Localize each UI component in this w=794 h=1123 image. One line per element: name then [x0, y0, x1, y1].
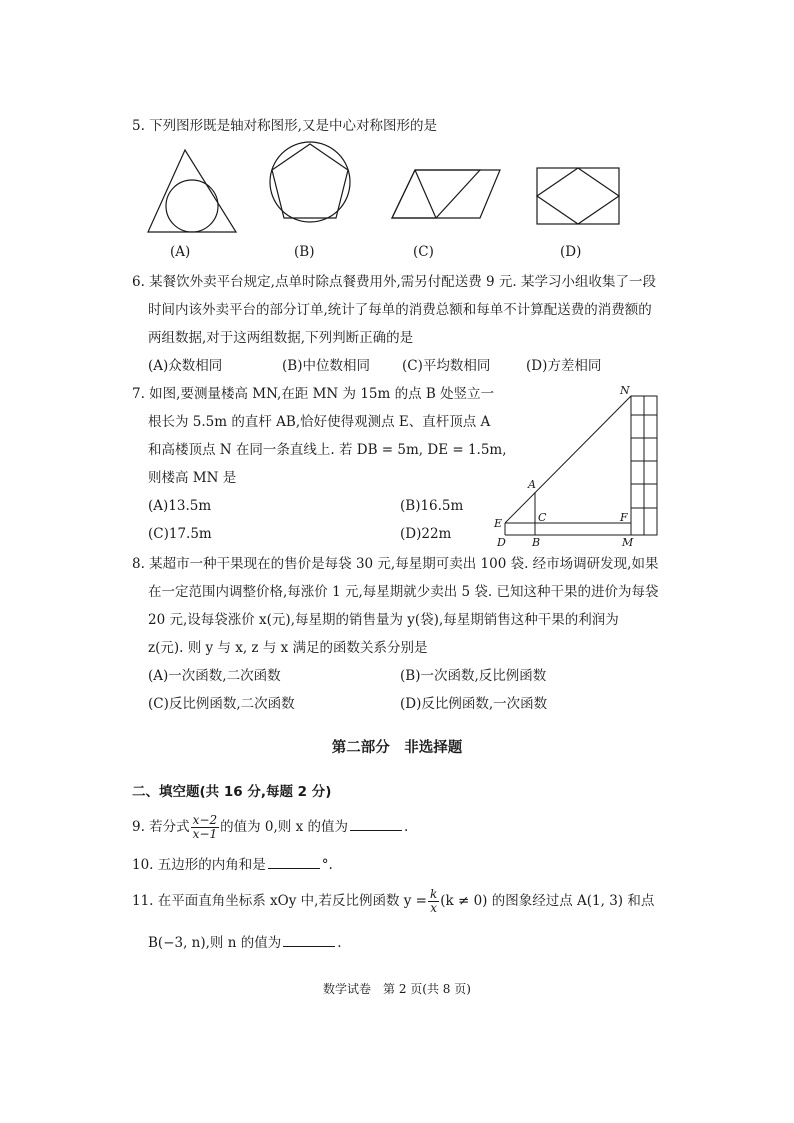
q8-option-c: (C)反比例函数,二次函数 — [148, 696, 295, 712]
q7-line: 根长为 5.5m 的直杆 AB,恰好使得观测点 E、直杆顶点 A — [148, 414, 491, 430]
q8-line: 8. 某超市一种干果现在的售价是每袋 30 元,每星期可卖出 100 袋. 经市场调研发现,如果 — [132, 556, 659, 572]
q9-prefix: 9. 若分式 — [132, 819, 190, 835]
label-c: C — [538, 511, 547, 524]
label-m: M — [622, 536, 634, 549]
q8-line: 20 元,设每袋涨价 x(元),每星期的销售量为 y(袋),每星期销售这种干果的利润为 — [148, 612, 619, 628]
q7-option-d: (D)22m — [400, 526, 452, 542]
q5-figures — [140, 140, 660, 240]
q11-denominator: x — [430, 901, 437, 915]
q5-stem: 5. 下列图形既是轴对称图形,又是中心对称图形的是 — [132, 118, 437, 134]
page-footer: 数学试卷 第 2 页(共 8 页) — [323, 982, 471, 996]
label-n: N — [620, 384, 630, 397]
figure-a-triangle-incircle — [148, 150, 236, 232]
q6-line: 6. 某餐饮外卖平台规定,点单时除点餐费用外,需另付配送费 9 元. 某学习小组收集了一段 — [132, 274, 657, 290]
q5-label-c: (C) — [413, 244, 434, 260]
q6-line: 时间内该外卖平台的部分订单,统计了每单的消费总额和每单不计算配送费的消费额的 — [148, 302, 652, 318]
q10-prefix: 10. 五边形的内角和是 — [132, 857, 266, 873]
q11-line2 — [148, 930, 342, 956]
figure-d-rectangle-rhombus — [537, 168, 619, 224]
label-f: F — [620, 511, 628, 524]
q5-label-b: (B) — [294, 244, 315, 260]
q7-option-b: (B)16.5m — [400, 498, 464, 514]
q8-options-row2 — [132, 690, 672, 718]
q9-fraction — [191, 814, 219, 841]
label-b: B — [532, 536, 541, 549]
q9-end: . — [404, 819, 409, 835]
q7-options-row1 — [132, 492, 502, 520]
q9-denominator: x−1 — [192, 827, 218, 841]
q11-end: . — [337, 935, 342, 951]
q10-end: °. — [321, 857, 333, 873]
q8-options-row1 — [132, 662, 672, 690]
q8-line: 在一定范围内调整价格,每涨价 1 元,每星期就少卖出 5 袋. 已知这种干果的进价为每袋 — [148, 584, 659, 600]
q7-figure — [492, 384, 672, 550]
label-a: A — [528, 478, 536, 491]
q6-block — [132, 268, 672, 380]
label-e: E — [494, 517, 503, 530]
q6-options — [132, 352, 672, 380]
q11-fraction — [428, 888, 439, 915]
q8-line: z(元). 则 y 与 x, z 与 x 满足的函数关系分别是 — [148, 640, 428, 656]
q11-line2-text: B(−3, n),则 n 的值为 — [148, 935, 282, 951]
q11 — [132, 886, 654, 916]
q8-option-a: (A)一次函数,二次函数 — [148, 668, 281, 684]
q5-label-a: (A) — [170, 244, 191, 260]
q9 — [132, 812, 408, 842]
q7-line: 和高楼顶点 N 在同一条直线上. 若 DB = 5m, DE = 1.5m, — [148, 442, 507, 458]
figure-b-pentagon-circle — [270, 142, 350, 222]
q10-answer-blank[interactable] — [268, 854, 320, 869]
q5-label-d: (D) — [560, 244, 582, 260]
q7-options-row2 — [132, 520, 502, 548]
q9-suffix: 的值为 0,则 x 的值为 — [220, 819, 349, 835]
q6-option-b: (B)中位数相同 — [282, 358, 370, 374]
q11-suffix: (k ≠ 0) 的图象经过点 A(1, 3) 和点 — [440, 893, 655, 909]
q9-numerator: x−2 — [192, 813, 218, 827]
q6-option-d: (D)方差相同 — [526, 358, 602, 374]
q7-line: 7. 如图,要测量楼高 MN,在距 MN 为 15m 的点 B 处竖立一 — [132, 386, 495, 402]
q8-block — [132, 550, 672, 718]
q7-block — [132, 380, 507, 548]
q6-line: 两组数据,对于这两组数据,下列判断正确的是 — [148, 330, 414, 346]
q8-option-d: (D)反比例函数,一次函数 — [400, 696, 548, 712]
q7-option-c: (C)17.5m — [148, 526, 212, 542]
q10 — [132, 852, 333, 878]
label-d: D — [497, 536, 506, 549]
part2-title: 第二部分 非选择题 — [331, 740, 463, 756]
q7-line: 则楼高 MN 是 — [148, 470, 237, 486]
q6-option-c: (C)平均数相同 — [402, 358, 491, 374]
figure-c-parallelogram-rhombus — [392, 170, 500, 218]
q11-prefix: 11. 在平面直角坐标系 xOy 中,若反比例函数 y = — [132, 893, 427, 909]
section-fill-in-title: 二、填空题(共 16 分,每题 2 分) — [132, 784, 332, 800]
q11-answer-blank[interactable] — [283, 932, 335, 947]
q11-numerator: k — [429, 887, 438, 901]
q8-option-b: (B)一次函数,反比例函数 — [400, 668, 547, 684]
q6-option-a: (A)众数相同 — [148, 358, 223, 374]
q7-option-a: (A)13.5m — [148, 498, 212, 514]
q9-answer-blank[interactable] — [350, 816, 402, 831]
